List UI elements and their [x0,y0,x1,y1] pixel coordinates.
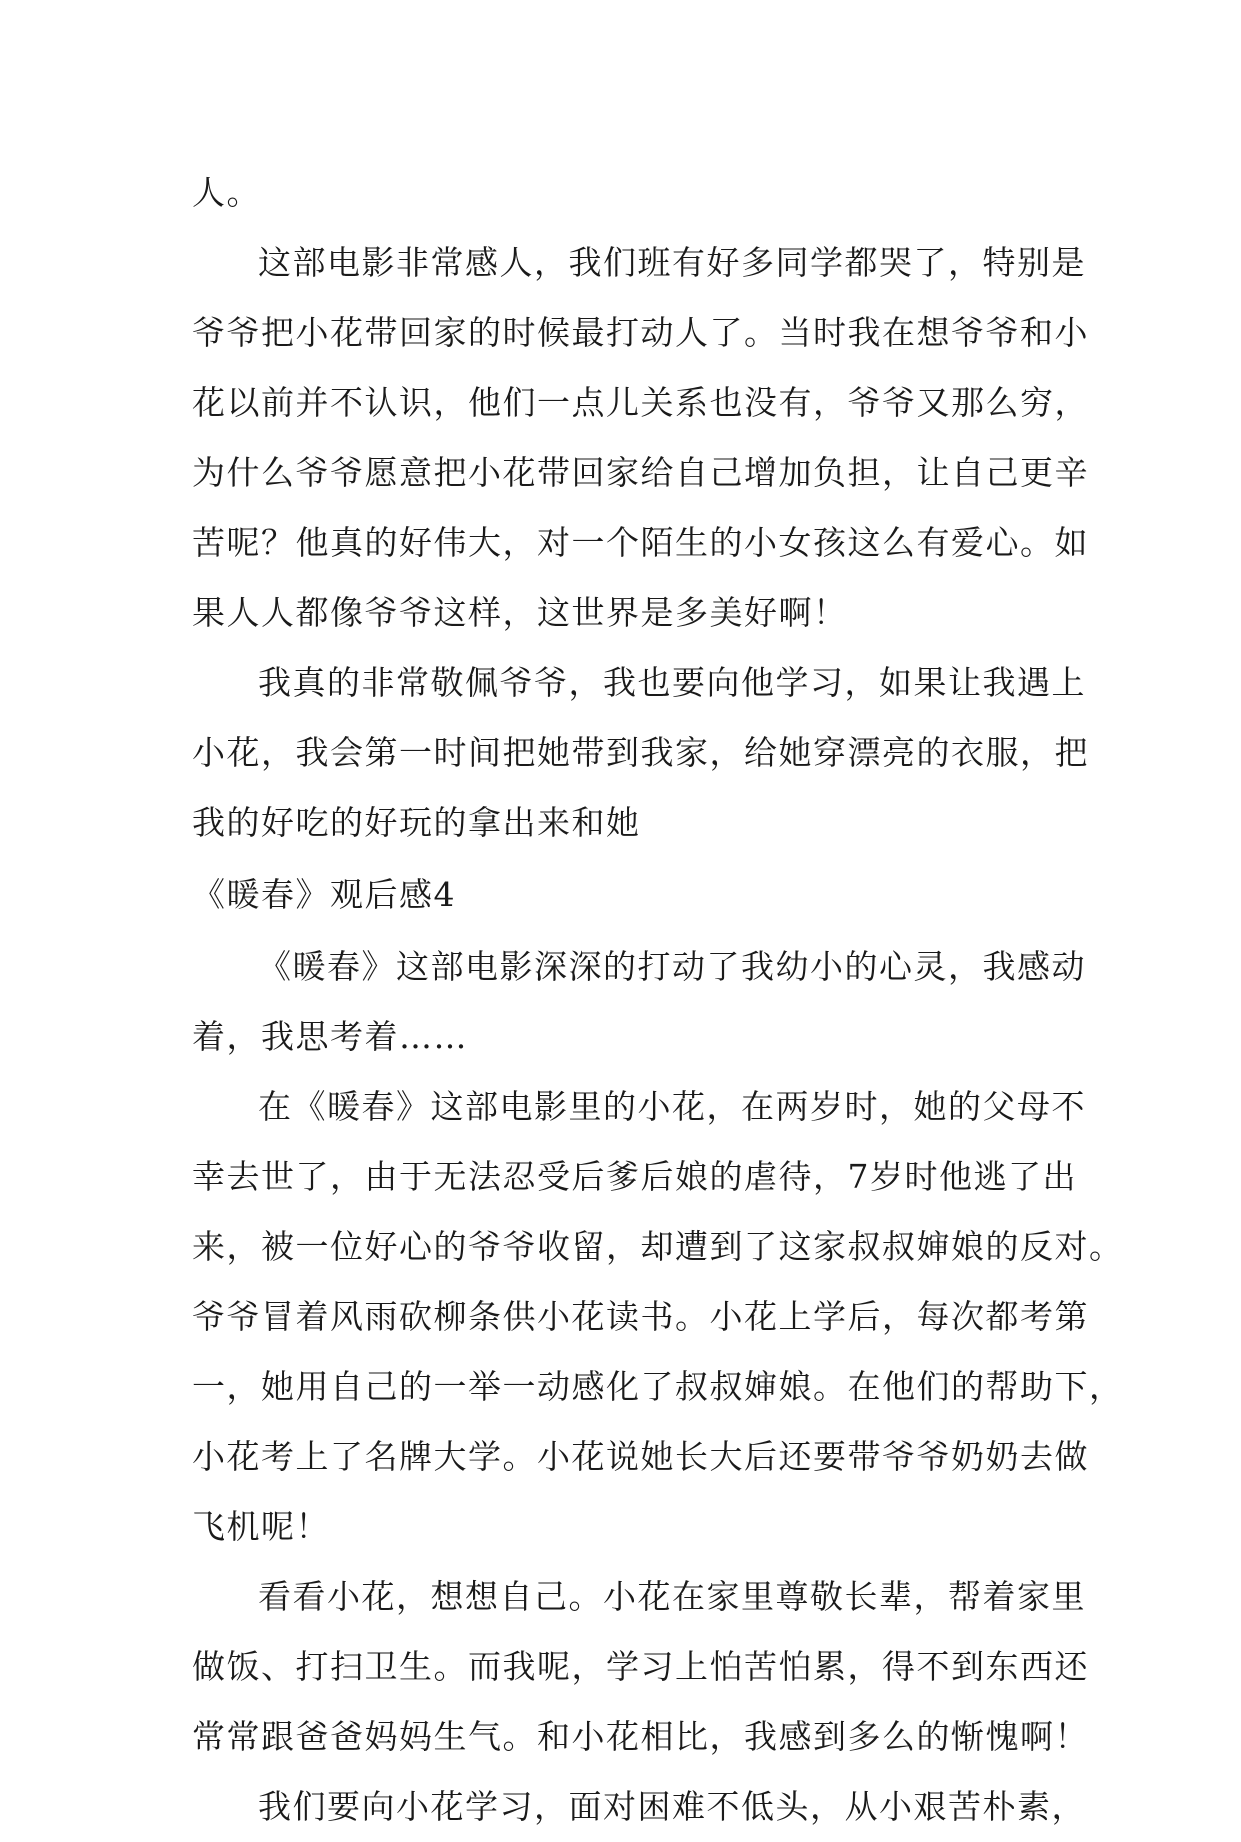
text-line: 为什么爷爷愿意把小花带回家给自己增加负担，让自己更辛 [192,453,1089,492]
text-line: 我的好吃的好玩的拿出来和她 [192,803,641,842]
section-heading: 《暖春》观后感4 [192,875,456,914]
text-line: 爷爷把小花带回家的时候最打动人了。当时我在想爷爷和小 [192,313,1089,352]
text-line: 爷爷冒着风雨砍柳条供小花读书。小花上学后，每次都考第 [192,1297,1089,1336]
paragraph-first-line: 这部电影非常感人，我们班有好多同学都哭了，特别是 [258,243,1086,282]
paragraph-first-line: 我真的非常敬佩爷爷，我也要向他学习，如果让我遇上 [258,663,1086,702]
paragraph-first-line: 在《暖春》这部电影里的小花，在两岁时，她的父母不 [258,1087,1086,1126]
text-line: 做饭、打扫卫生。而我呢，学习上怕苦怕累，得不到东西还 [192,1647,1089,1686]
text-line: 着，我思考着…… [192,1017,468,1056]
text-line: 飞机呢！ [192,1507,330,1546]
body-text [192,158,1124,1842]
text-line: 苦呢？他真的好伟大，对一个陌生的小女孩这么有爱心。如 [192,523,1089,562]
text-line: 小花考上了名牌大学。小花说她长大后还要带爷爷奶奶去做 [192,1437,1089,1476]
paragraph-first-line: 《暖春》这部电影深深的打动了我幼小的心灵，我感动 [258,947,1086,986]
text-line: 常常跟爸爸妈妈生气。和小花相比，我感到多么的惭愧啊！ [192,1717,1089,1756]
text-line: 人。 [192,173,261,212]
text-line: 花以前并不认识，他们一点儿关系也没有，爷爷又那么穷， [192,383,1089,422]
text-line: 小花，我会第一时间把她带到我家，给她穿漂亮的衣服，把 [192,733,1089,772]
text-line: 幸去世了，由于无法忍受后爹后娘的虐待，7岁时他逃了出 [192,1157,1077,1196]
paragraph-first-line: 看看小花，想想自己。小花在家里尊敬长辈，帮着家里 [258,1577,1086,1616]
text-line: 一，她用自己的一举一动感化了叔叔婶娘。在他们的帮助下， [192,1367,1124,1406]
text-line: 来，被一位好心的爷爷收留，却遭到了这家叔叔婶娘的反对。 [192,1227,1124,1266]
text-line: 果人人都像爷爷这样，这世界是多美好啊！ [192,593,848,632]
paragraph-first-line: 我们要向小花学习，面对困难不低头，从小艰苦朴素， [258,1787,1086,1826]
